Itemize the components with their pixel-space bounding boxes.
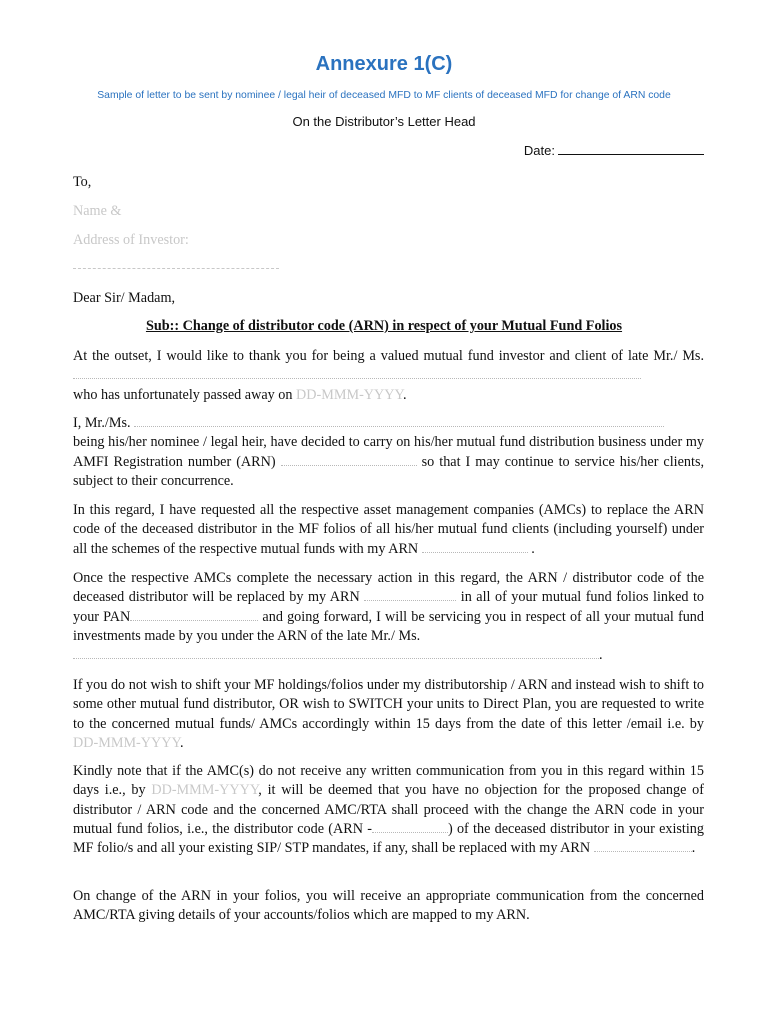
arn-blank-1	[281, 453, 417, 466]
address-divider	[73, 268, 279, 269]
deadline-date-placeholder-2: DD-MMM-YYYY	[151, 782, 259, 799]
p2-text-b: being his/her nominee / legal heir, have decided to carry on his/her mutual fund distribution business under my AMFI Registration number (ARN)	[73, 434, 704, 470]
pan-blank	[130, 608, 258, 621]
annexure-subtitle: Sample of letter to be sent by nominee / legal heir of deceased MFD to MF clients of deceased MFD for change of ARN code	[97, 90, 671, 101]
deceased-arn-blank	[372, 820, 448, 833]
paragraph-5	[73, 676, 704, 753]
annexure-title: Annexure 1(C)	[315, 53, 453, 75]
p1-text-a: At the outset, I would like to thank you for being a valued mutual fund investor and client of late Mr./ Ms.	[73, 348, 704, 364]
date-field	[524, 143, 704, 158]
address-placeholder: Address of Investor:	[73, 232, 189, 248]
paragraph-1	[73, 347, 704, 405]
p4-end: .	[599, 647, 603, 664]
arn-blank-4	[594, 839, 692, 852]
p6-text-b: , it will be deemed that you have no objection for the proposed change of distributor / ARN code and the concerned AMC/RTA shall proceed with the change the ARN code in your mutual fund folios, i.e., the distributor code (ARN -	[73, 782, 704, 837]
p2-text-c: so that I may continue to service his/her clients, subject to their concurrence.	[73, 453, 705, 489]
to-line: To,	[73, 174, 92, 190]
p6-end: .	[691, 840, 696, 857]
deadline-date-placeholder-1: DD-MMM-YYYY	[73, 734, 180, 751]
paragraph-2	[73, 414, 704, 491]
nominee-name-blank	[134, 414, 664, 427]
name-placeholder: Name &	[73, 203, 122, 219]
salutation: Dear Sir/ Madam,	[73, 290, 176, 306]
p2-text-a: I, Mr./Ms.	[73, 415, 131, 431]
p6-text-a: Kindly note that if the AMC(s) do not receive any written communication from you in this regard within 15 days i.e., by	[73, 763, 704, 799]
paragraph-7	[73, 887, 704, 926]
p1-text-b: who has unfortunately passed away on	[73, 386, 293, 403]
late-name-blank-2	[73, 646, 599, 659]
date-blank	[558, 143, 704, 155]
late-name-blank	[73, 366, 641, 379]
p7-text: On change of the ARN in your folios, you will receive an appropriate communication from the concerned AMC/RTA giving details of your accounts/folios which are mapped to my ARN.	[73, 888, 704, 924]
p3-end: .	[531, 540, 535, 557]
p4-text-b: in all of your mutual fund folios linked to your PAN	[73, 589, 705, 625]
arn-blank-2	[422, 540, 528, 553]
arn-blank-3	[364, 588, 456, 601]
p4-text-c: and going forward, I will be servicing you in respect of all your mutual fund investments made by you under the ARN of the late Mr./ Ms.	[73, 608, 704, 644]
p4-text-a: Once the respective AMCs complete the necessary action in this regard, the ARN / distributor code of the deceased distributor will be replaced by my ARN	[73, 570, 704, 606]
subject-line: Sub:: Change of distributor code (ARN) in respect of your Mutual Fund Folios	[145, 318, 623, 334]
paragraph-6	[73, 762, 704, 858]
letterhead-note: On the Distributor’s Letter Head	[292, 114, 476, 129]
p3-text-a: In this regard, I have requested all the respective asset management companies (AMCs) to replace the ARN code of the deceased distributor in the MF folios of all his/her mutual fund clients (including yourself) under all the schemes of the respective mutual funds with my ARN	[73, 502, 704, 557]
paragraph-3	[73, 501, 704, 559]
p5-text-a: If you do not wish to shift your MF holdings/folios under my distributorship / ARN and instead wish to shift to some other mutual fund distributor, OR wish to SWITCH your units to Direct Plan, you are requested to write to the concerned mutual funds/ AMCs accordingly within 15 days from the date of this letter /email i.e. by	[73, 677, 704, 732]
p6-text-c: ) of the deceased distributor in your existing MF folio/s and all your existing SIP/ STP mandates, if any, shall be replaced with my ARN	[73, 820, 704, 857]
paragraph-4	[73, 569, 704, 665]
death-date-placeholder: DD-MMM-YYYY	[296, 386, 403, 403]
p1-end: .	[402, 386, 407, 403]
p5-end: .	[179, 734, 184, 751]
date-label: Date:	[523, 143, 555, 158]
